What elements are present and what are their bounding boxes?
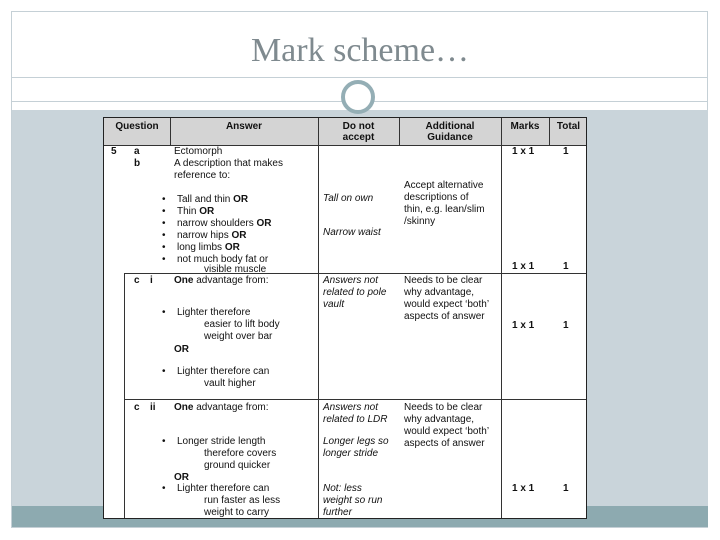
header-do-not-accept: Do not accept (318, 118, 399, 145)
bullet-text: Tall and thin (177, 194, 234, 205)
answer-bullet: • Lighter therefore (177, 307, 250, 319)
decorative-circle-icon (341, 80, 375, 114)
marks-value: 1 x 1 (512, 320, 535, 331)
answer-bullet (177, 242, 240, 254)
title-divider-top (12, 77, 708, 78)
not-accept-text: vault (323, 299, 345, 310)
answer-bullet (177, 194, 248, 206)
question-part: a (134, 146, 140, 157)
question-number: 5 (111, 146, 117, 157)
guidance-text: thin, e.g. lean/slim (404, 204, 485, 215)
guidance-text: /skinny (404, 216, 436, 227)
guidance-text: would expect ‘both’ (404, 299, 490, 310)
bullet-continuation: easier to lift body (204, 319, 280, 330)
answer-text: Ectomorph (174, 146, 223, 157)
total-value: 1 (563, 483, 569, 494)
bullet-or: OR (224, 242, 240, 253)
marks-value: 1 x 1 (512, 261, 535, 272)
not-accept-text: Answers not (323, 275, 379, 286)
answer-intro (174, 275, 269, 287)
answer-bullet (177, 230, 246, 242)
bullet-continuation: therefore covers (204, 448, 277, 459)
guidance-text: Needs to be clear (404, 402, 483, 413)
answer-bullet (177, 206, 214, 218)
not-accept-text: Answers not (323, 402, 379, 413)
bullet-text: narrow hips (177, 230, 232, 241)
guidance-text: Accept alternative (404, 180, 484, 191)
answer-intro (174, 402, 269, 414)
not-accept-text: further (323, 507, 352, 518)
bullet-continuation: run faster as less (204, 495, 281, 506)
header-total: Total (549, 118, 587, 145)
not-accept-text: longer stride (323, 448, 379, 459)
total-value: 1 (563, 146, 569, 157)
slide-title: Mark scheme… (250, 32, 470, 69)
answer-one: One (174, 402, 194, 413)
not-accept-text: weight so run (323, 495, 383, 506)
total-value: 1 (563, 261, 569, 272)
answer-one: One (174, 275, 194, 286)
answer-bullet: • Lighter therefore can (177, 483, 269, 495)
col-divider (501, 118, 502, 518)
bullet-continuation: ground quicker (204, 460, 271, 471)
row-divider (124, 273, 586, 274)
bullet-text: not much body fat or (177, 254, 269, 265)
header-marks: Marks (501, 118, 549, 145)
col-divider (399, 118, 400, 145)
question-part: c (134, 402, 140, 413)
question-subpart: i (150, 275, 153, 286)
bullet-continuation: weight to carry (204, 507, 270, 518)
or-separator: OR (174, 472, 189, 483)
guidance-text: Needs to be clear (404, 275, 483, 286)
bullet-or: OR (199, 206, 215, 217)
bullet-text: Thin (177, 206, 200, 217)
or-separator: OR (174, 344, 189, 355)
bullet-text: narrow shoulders (177, 218, 257, 229)
col-divider (170, 118, 171, 145)
total-value: 1 (563, 320, 569, 331)
question-subpart: ii (150, 402, 156, 413)
not-accept-text: Narrow waist (323, 227, 381, 238)
guidance-text: descriptions of (404, 192, 469, 203)
answer-intro-text: advantage from: (193, 275, 269, 286)
question-part: b (134, 158, 141, 169)
not-accept-text: related to LDR (323, 414, 388, 425)
col-divider (549, 118, 550, 145)
guidance-text: why advantage, (404, 287, 475, 298)
col-divider (318, 118, 319, 518)
header-question: Question (104, 118, 170, 145)
bullet-or: OR (233, 194, 249, 205)
guidance-text: why advantage, (404, 414, 475, 425)
header-answer: Answer (170, 118, 318, 145)
not-accept-text: Tall on own (323, 193, 374, 204)
bullet-or: OR (231, 230, 247, 241)
bullet-continuation: vault higher (204, 378, 256, 389)
answer-bullet: • Longer stride length (177, 436, 265, 448)
mark-scheme-table (103, 117, 587, 519)
marks-value: 1 x 1 (512, 483, 535, 494)
question-part: c (134, 275, 140, 286)
answer-text: reference to: (174, 170, 231, 181)
not-accept-text: related to pole (323, 287, 387, 298)
answer-intro-text: advantage from: (193, 402, 269, 413)
bullet-continuation: weight over bar (204, 331, 273, 342)
marks-value: 1 x 1 (512, 146, 535, 157)
answer-bullet (177, 218, 271, 230)
header-guidance: Additional Guidance (399, 118, 501, 145)
bullet-or: OR (256, 218, 272, 229)
row-divider (124, 399, 586, 400)
guidance-text: aspects of answer (404, 438, 485, 449)
answer-text: A description that makes (174, 158, 283, 169)
not-accept-text: Longer legs so (323, 436, 389, 447)
answer-bullet: • Lighter therefore can (177, 366, 269, 378)
bullet-text: long limbs (177, 242, 225, 253)
guidance-text: aspects of answer (404, 311, 485, 322)
bullet-continuation: visible muscle (204, 264, 267, 275)
not-accept-text: Not: less (323, 483, 362, 494)
col-divider (124, 273, 125, 518)
guidance-text: would expect ‘both’ (404, 426, 490, 437)
